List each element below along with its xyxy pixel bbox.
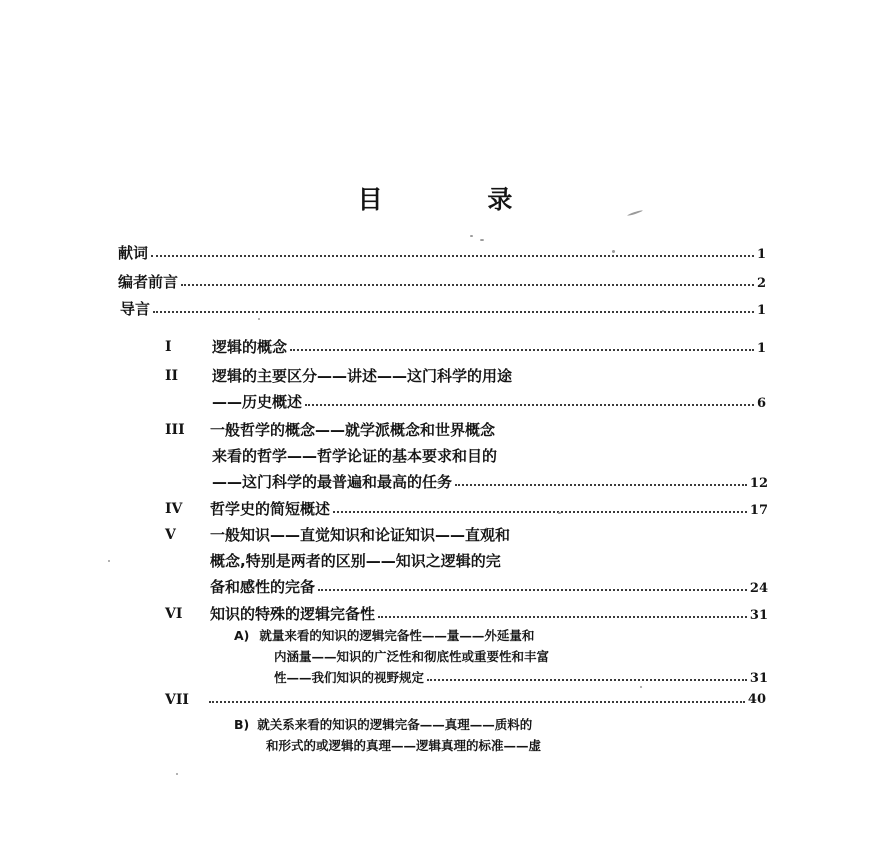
scan-speck (258, 318, 260, 320)
subsection-label: B) (234, 717, 250, 732)
toc-entry-chapter-5-line-1 (210, 525, 510, 545)
chapter-number: IV (165, 501, 183, 517)
page-number: 2 (756, 276, 766, 291)
toc-entry-label: 逻辑的主要区分——讲述——这门科学的用途 (212, 367, 513, 385)
scan-speck (558, 512, 561, 514)
toc-entry-introduction (120, 299, 766, 321)
toc-entry-chapter-2-line-2 (212, 392, 766, 414)
toc-subentry-b-line-1 (234, 716, 532, 733)
toc-entry-label: 导言 (120, 300, 151, 318)
scan-speck (108, 560, 110, 562)
subsection-label: A) (234, 628, 250, 643)
toc-entry-dedication (118, 243, 766, 265)
toc-entry-label: 就关系来看的知识的逻辑完备——真理——质料的 (257, 717, 533, 732)
page-number: 6 (756, 396, 766, 411)
scan-speck (640, 686, 642, 688)
toc-entry-label: 编者前言 (118, 273, 179, 291)
toc-entry-chapter-5-line-3 (210, 577, 768, 599)
toc-entry-chapter-5-line-2 (210, 551, 501, 571)
toc-subentry-a-line-1 (234, 627, 534, 644)
page-number: 1 (756, 303, 766, 318)
page-number: 31 (749, 608, 768, 623)
toc-entry-label: 献词 (118, 244, 149, 262)
toc-entry-editor-preface (118, 272, 766, 294)
toc-entry-label: ——历史概述 (212, 393, 303, 411)
chapter-number: I (165, 339, 172, 355)
toc-entry-chapter-3-line-2 (212, 446, 497, 466)
page-number: 1 (756, 247, 766, 262)
scan-speck (662, 310, 664, 312)
toc-entry-label: 哲学史的简短概述 (210, 500, 331, 518)
toc-entry-chapter-1 (212, 337, 766, 359)
toc-entry-chapter-7 (206, 690, 766, 710)
leader-dots (209, 701, 745, 703)
leader-dots (181, 284, 754, 286)
toc-entry-label: 一般哲学的概念——就学派概念和世界概念 (210, 421, 496, 439)
chapter-number: V (165, 527, 176, 543)
page-title: 目 录 (357, 185, 561, 214)
page-number: 1 (756, 341, 766, 356)
toc-entry-chapter-4 (210, 499, 768, 521)
scan-speck (470, 235, 473, 237)
page-number: 17 (749, 503, 768, 518)
toc-subentry-b-line-2 (266, 737, 541, 754)
toc-entry-chapter-3-line-3 (212, 472, 768, 494)
toc-entry-label: 来看的哲学——哲学论证的基本要求和目的 (212, 447, 498, 465)
leader-dots (305, 404, 754, 406)
page-number: 31 (749, 671, 768, 686)
toc-subentry-a-line-2 (274, 648, 549, 665)
leader-dots (427, 679, 747, 681)
toc-entry-chapter-3-line-1 (210, 420, 495, 440)
toc-entry-label: 和形式的或逻辑的真理——逻辑真理的标准——虚 (266, 738, 542, 753)
leader-dots (333, 511, 747, 513)
toc-entry-label: 就量来看的知识的逻辑完备性——量——外延量和 (259, 628, 535, 643)
chapter-number: II (165, 368, 179, 384)
chapter-number: VII (165, 692, 189, 708)
scan-speck (480, 239, 484, 241)
toc-entry-label: 概念,特别是两者的区别——知识之逻辑的完 (210, 552, 501, 570)
toc-subentry-a-line-3 (274, 669, 768, 687)
leader-dots (290, 349, 754, 351)
toc-entry-chapter-6 (210, 604, 768, 626)
toc-entry-label: ——这门科学的最普遍和最高的任务 (212, 473, 453, 491)
leader-dots (318, 589, 747, 591)
toc-entry-label: 知识的特殊的逻辑完备性 (210, 605, 376, 623)
leader-dots (378, 616, 747, 618)
page-number: 12 (749, 476, 768, 491)
page-number: 40 (747, 692, 766, 707)
chapter-number: VI (165, 606, 183, 622)
leader-dots (151, 255, 754, 257)
toc-entry-chapter-2-line-1 (212, 366, 512, 386)
toc-entry-label: 逻辑的概念 (212, 338, 288, 356)
toc-entry-label: 性——我们知识的视野规定 (274, 670, 425, 685)
toc-entry-label: 备和感性的完备 (210, 578, 316, 596)
leader-dots (455, 484, 747, 486)
page-number: 24 (749, 581, 768, 596)
toc-entry-label: 内涵量——知识的广泛性和彻底性或重要性和丰富 (274, 649, 550, 664)
chapter-number: III (165, 422, 185, 438)
scan-speck (612, 250, 615, 253)
scan-speck (176, 773, 178, 775)
toc-entry-label: 一般知识——直觉知识和论证知识——直观和 (210, 526, 511, 544)
